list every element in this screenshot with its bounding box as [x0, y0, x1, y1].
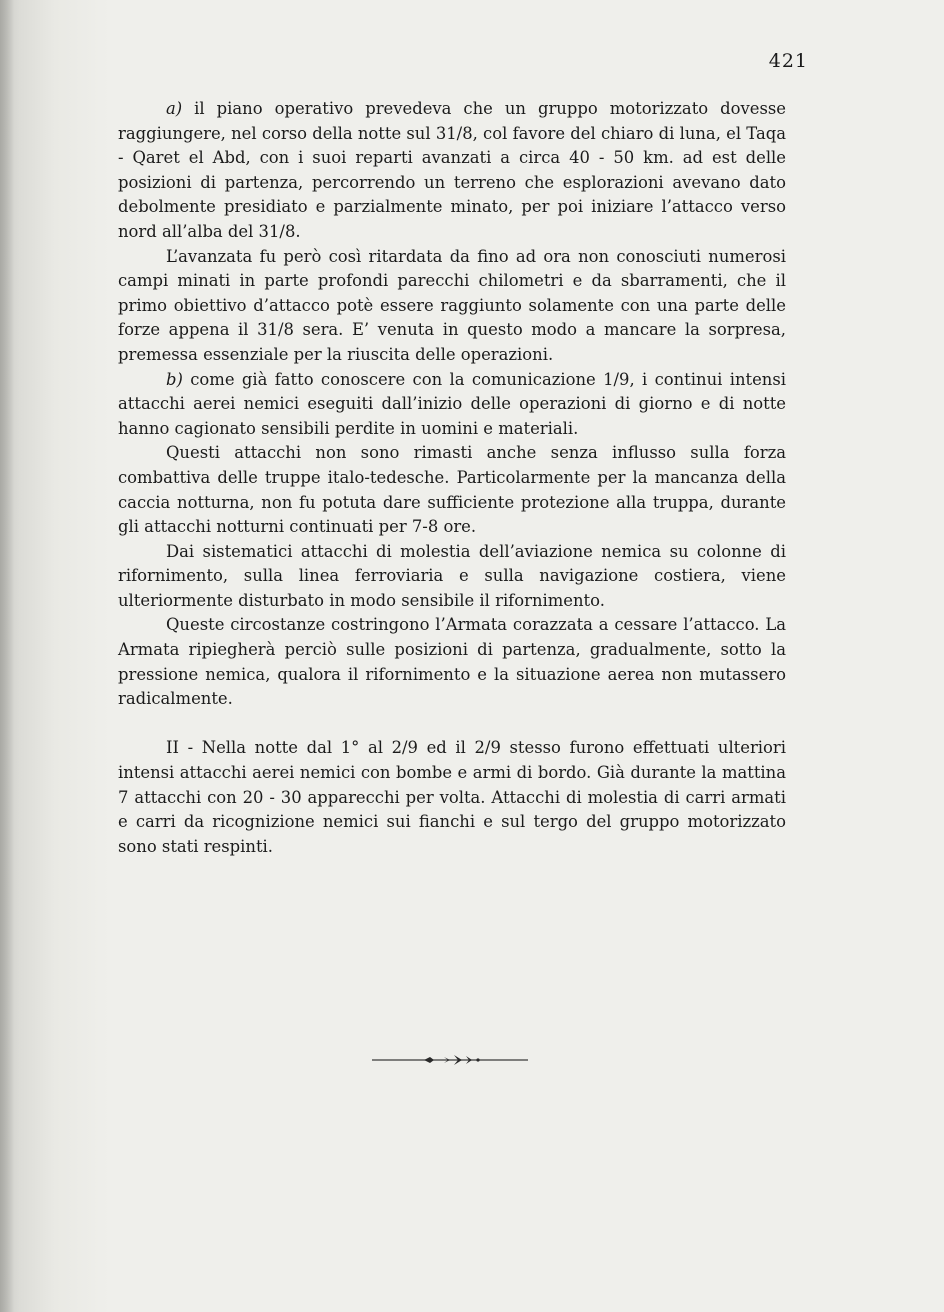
paragraph-text: Queste circostanze costringono l’Armata corazzata a cessare l’attacco. La Armata ripiegherà perciò sulle posizioni di partenza, gradualmente, sotto la pressione nemica, qualora il rifornimento e la situazione aerea non mutassero radicalmente. [118, 615, 786, 709]
paragraph-b [118, 368, 786, 442]
paragraph-text: il piano operativo prevedeva che un gruppo motorizzato dovesse raggiungere, nel corso della notte sul 31/8, col favore del chiaro di luna, el Taqa - Qaret el Abd, con i suoi reparti avanzati a circa 40 - 50 km. ad est delle posizioni di partenza, percorrendo un terreno che esplorazioni avevano dato debolmente presidiato e parzialmente minato, per poi iniziare l’attacco verso nord all’alba del 31/8. [118, 99, 786, 241]
paragraph-molestia [118, 540, 786, 614]
binding-shadow [0, 0, 14, 1312]
paragraph-avanzata [118, 245, 786, 368]
paragraph-attacchi [118, 441, 786, 539]
paragraph-text: L’avanzata fu però così ritardata da fino ad ora non conosciuti numerosi campi minati in parte profondi parecchi chilometri e da sbarramenti, che il primo obiettivo d’attacco potè essere raggiunto solamente con una parte delle forze appena il 31/8 sera. E’ venuta in questo modo a mancare la sorpresa, premessa essenziale per la riuscita delle operazioni. [118, 246, 786, 364]
end-of-text-ornament-icon [372, 1052, 528, 1066]
page-number: 421 [768, 50, 808, 72]
paragraph-label: b) [166, 369, 183, 389]
paragraph-text: Dai sistematici attacchi di molestia dell’aviazione nemica su colonne di rifornimento, sulla linea ferroviaria e sulla navigazione costiera, viene ulteriormente disturbato in modo sensibile il rifornimento. [118, 541, 786, 610]
paragraph-circostanze [118, 613, 786, 711]
paragraph-label: a) [166, 99, 183, 118]
paragraph-text: II - Nella notte dal 1° al 2/9 ed il 2/9 stesso furono effettuati ulteriori intensi attacchi aerei nemici con bombe e armi di bordo. Già durante la mattina 7 attacchi con 20 - 30 apparecchi per volta. Attacchi di molestia di carri armati e carri da ricognizione nemici sui fianchi e sul tergo del gruppo motorizzato sono stati respinti. [118, 738, 786, 856]
paragraph-a [118, 97, 786, 245]
paragraph-text: come già fatto conoscere con la comunicazione 1/9, i continui intensi attacchi aerei nemici eseguiti dall’inizio delle operazioni di giorno e di notte hanno cagionato sensibili perdite in uomini e materiali. [118, 369, 786, 438]
paragraph-text: Questi attacchi non sono rimasti anche senza influsso sulla forza combattiva delle truppe italo-tedesche. Particolarmente per la mancanza della caccia notturna, non fu potuta dare sufficiente protezione alla truppa, durante gli attacchi notturni continuati per 7-8 ore. [118, 443, 786, 537]
paragraph-section-ii [118, 736, 786, 859]
body-text [118, 97, 786, 859]
